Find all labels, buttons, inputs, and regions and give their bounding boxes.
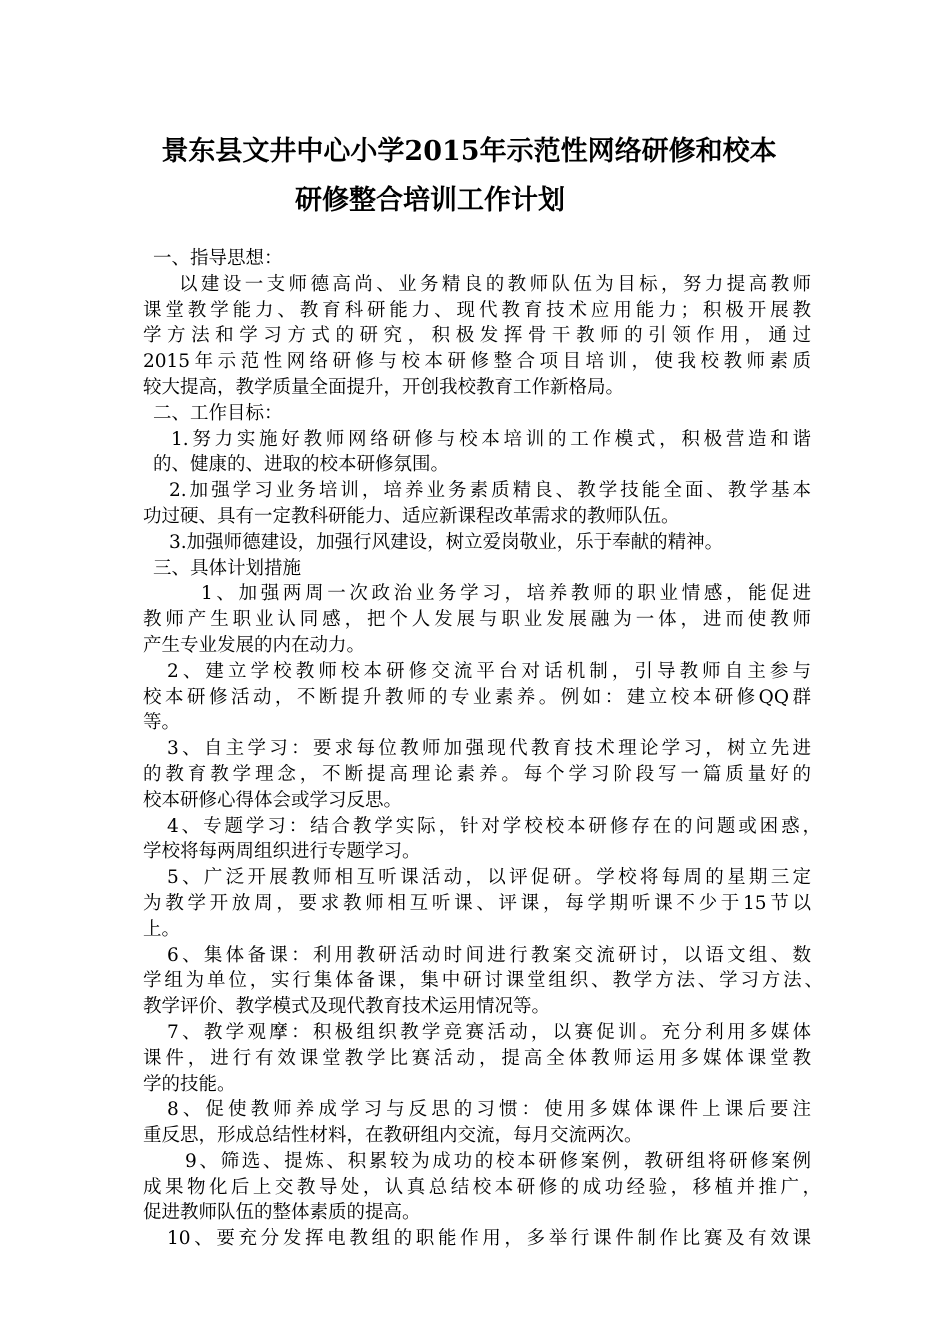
paragraph-line: 校本研修心得体会或学习反思。 <box>143 789 403 811</box>
measure-item-9: 9、筛选、提炼、积累较为成功的校本研修案例，教研组将研修案例 <box>185 1150 811 1172</box>
section-heading-guiding-ideology: 一、指导思想： <box>153 248 283 269</box>
paragraph-line: 学组为单位，实行集体备课，集中研讨课堂组织、教学方法、学习方法、 <box>143 970 823 992</box>
document-title-line-2: 研修整合培训工作计划 <box>295 185 565 216</box>
paragraph-line: 以建设一支师德高尚、业务精良的教师队伍为目标，努力提高教师 <box>179 273 811 295</box>
section-heading-work-goals: 二、工作目标： <box>153 402 283 424</box>
paragraph-line: 上。 <box>143 918 181 940</box>
paragraph-line: 校本研修活动，不断提升教师的专业素养。例如：建立校本研修QQ群 <box>143 686 811 708</box>
measure-item-4: 4、专题学习：结合教学实际，针对学校校本研修存在的问题或困惑， <box>167 815 821 837</box>
paragraph-line: 课件，进行有效课堂教学比赛活动，提高全体教师运用多媒体课堂教 <box>143 1047 811 1069</box>
document-title-line-1: 景东县文井中心小学2015年示范性网络研修和校本 <box>161 136 777 167</box>
paragraph-line: 为教学开放周，要求教师相互听课、评课，每学期听课不少于15节以 <box>143 892 811 914</box>
document-body <box>143 246 823 1252</box>
measure-item-2: 2、建立学校教师校本研修交流平台对话机制，引导教师自主参与 <box>167 660 811 682</box>
paragraph-line: 的教育教学理念，不断提高理论素养。每个学习阶段写一篇质量好的 <box>143 763 811 785</box>
paragraph-line: 成果物化后上交教导处，认真总结校本研修的成功经验，移植并推广， <box>143 1176 821 1198</box>
paragraph-line: 产生专业发展的内在动力。 <box>143 634 366 656</box>
measure-item-8: 8、促使教师养成学习与反思的习惯：使用多媒体课件上课后要注 <box>167 1099 811 1121</box>
measure-item-5: 5、广泛开展教师相互听课活动，以评促研。学校将每周的星期三定 <box>167 867 811 889</box>
paragraph-line: 的、健康的、进取的校本研修氛围。 <box>153 454 450 476</box>
paragraph-line: 较大提高，教学质量全面提升，开创我校教育工作新格局。 <box>143 376 625 398</box>
goal-item-1: 1.努力实施好教师网络研修与校本培训的工作模式，积极营造和谐 <box>171 428 811 450</box>
paragraph-line: 教师产生职业认同感，把个人发展与职业发展融为一体，进而使教师 <box>143 609 811 631</box>
paragraph-line: 2015年示范性网络研修与校本研修整合项目培训，使我校教师素质 <box>143 351 811 373</box>
paragraph-line: 学校将每两周组织进行专题学习。 <box>143 841 421 863</box>
goal-item-3: 3.加强师德建设，加强行风建设，树立爱岗敬业，乐于奉献的精神。 <box>169 531 724 553</box>
paragraph-line: 等。 <box>143 712 181 734</box>
paragraph-line: 课堂教学能力、教育科研能力、现代教育技术应用能力；积极开展教 <box>143 299 811 321</box>
goal-item-2: 2.加强学习业务培训，培养业务素质精良、教学技能全面、教学基本 <box>169 480 811 502</box>
measure-item-7: 7、教学观摩：积极组织教学竞赛活动，以赛促训。充分利用多媒体 <box>167 1021 811 1043</box>
paragraph-line: 重反思，形成总结性材料，在教研组内交流，每月交流两次。 <box>143 1125 643 1147</box>
measure-item-10: 10、要充分发挥电教组的职能作用，多举行课件制作比赛及有效课 <box>167 1228 811 1250</box>
section-heading-measures: 三、具体计划措施 <box>153 557 302 579</box>
paragraph-line: 促进教师队伍的整体素质的提高。 <box>143 1202 421 1224</box>
paragraph-line: 学方法和学习方式的研究，积极发挥骨干教师的引领作用，通过 <box>143 325 811 347</box>
paragraph-line: 教学评价、教学模式及现代教育技术运用情况等。 <box>143 996 551 1018</box>
measure-item-6: 6、集体备课：利用教研活动时间进行教案交流研讨，以语文组、数 <box>167 944 811 966</box>
measure-item-3: 3、自主学习：要求每位教师加强现代教育技术理论学习，树立先进 <box>167 738 811 760</box>
measure-item-1: 1、加强两周一次政治业务学习，培养教师的职业情感，能促进 <box>201 583 811 605</box>
paragraph-line: 学的技能。 <box>143 1073 236 1095</box>
paragraph-line: 功过硬、具有一定教科研能力、适应新课程改革需求的教师队伍。 <box>143 505 680 527</box>
